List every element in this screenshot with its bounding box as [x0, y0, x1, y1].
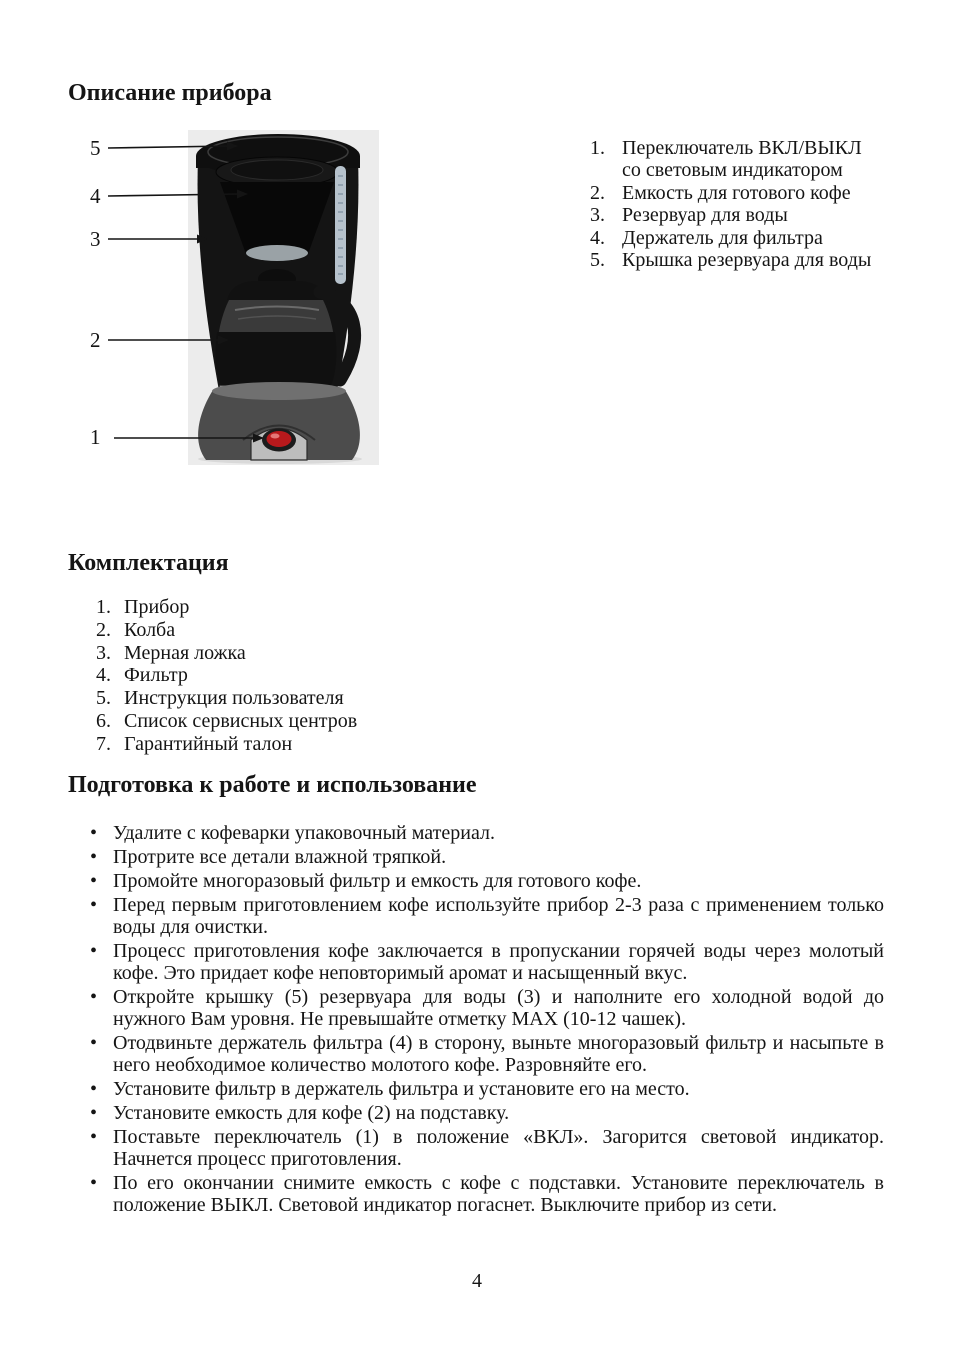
list-item	[96, 642, 357, 665]
bullet-icon: •	[90, 1126, 98, 1148]
list-item-text: Протрите все детали влажной тряпкой.	[113, 846, 447, 868]
list-item	[90, 894, 884, 938]
list-item-text: Поставьте переключатель (1) в положение «ВКЛ». Загорится световой индикатор. Начнется процесс приготовления.	[113, 1126, 884, 1170]
list-item-text: Установите фильтр в держатель фильтра и установите его на место.	[113, 1078, 690, 1100]
list-item-number: 2.	[96, 618, 111, 641]
list-item	[96, 619, 357, 642]
coffee-maker-diagram	[80, 122, 380, 470]
list-item-text: Держатель для фильтра	[622, 226, 823, 249]
list-item	[590, 204, 882, 226]
list-item-text: Промойте многоразовый фильтр и емкость для готового кофе.	[113, 870, 642, 892]
list-item-text: Отодвиньте держатель фильтра (4) в сторону, выньте многоразовый фильтр и насыпьте в него необходимое количество молотого кофе. Разровняйте его.	[113, 1032, 884, 1076]
power-button	[267, 431, 292, 447]
list-item	[90, 940, 884, 984]
list-item-number: 1.	[96, 596, 111, 618]
list-item-text: Переключатель ВКЛ/ВЫКЛ	[622, 137, 862, 159]
list-item	[90, 822, 884, 844]
list-item-text: По его окончании снимите емкость с кофе с подставки. Установите переключатель в положение ВЫКЛ. Световой индикатор погаснет. Выключите прибор из сети.	[113, 1172, 884, 1216]
bullet-icon: •	[90, 846, 98, 868]
list-item	[90, 1078, 884, 1100]
list-item-number: 2.	[590, 181, 605, 204]
list-item-number: 7.	[96, 732, 111, 755]
list-item-text: Прибор	[124, 596, 190, 618]
list-item	[96, 687, 357, 710]
list-item	[90, 1126, 884, 1170]
bullet-icon: •	[90, 1102, 98, 1124]
list-item	[96, 664, 357, 687]
bullet-icon: •	[90, 894, 98, 916]
list-item-number: 6.	[96, 709, 111, 732]
list-item	[96, 733, 357, 756]
section-heading-package: Комплектация	[68, 550, 229, 576]
list-item	[90, 846, 884, 868]
list-item	[96, 596, 357, 619]
callout-number-5: 5	[90, 136, 101, 160]
list-item-text: Резервуар для воды	[622, 204, 788, 227]
callout-number-4: 4	[90, 184, 101, 208]
list-item	[590, 249, 882, 271]
section-heading-preparation: Подготовка к работе и использование	[68, 772, 477, 798]
callout-number-1: 1	[90, 425, 101, 449]
bullet-icon: •	[90, 822, 98, 844]
water-gauge	[335, 166, 346, 284]
list-item	[590, 182, 882, 204]
bullet-icon: •	[90, 986, 98, 1008]
list-item-text: Крышка резервуара для воды	[622, 249, 872, 272]
list-item-number: 4.	[590, 226, 605, 249]
list-item	[90, 986, 884, 1030]
list-item-text: Установите емкость для кофе (2) на подставку.	[113, 1102, 510, 1124]
list-item-number: 4.	[96, 664, 111, 687]
section-heading-description: Описание прибора	[68, 80, 272, 106]
list-item-text: Гарантийный талон	[124, 732, 293, 755]
list-item-text: Колба	[124, 618, 176, 641]
machine-base	[198, 382, 360, 460]
list-item	[90, 1032, 884, 1076]
list-item	[90, 870, 884, 892]
list-item-number: 5.	[96, 687, 111, 710]
list-item	[90, 1172, 884, 1216]
list-item	[590, 227, 882, 249]
bullet-icon: •	[90, 940, 98, 962]
callout-number-2: 2	[90, 328, 101, 352]
list-item-text: Инструкция пользователя	[124, 687, 344, 710]
bullet-icon: •	[90, 1032, 98, 1054]
list-item-text: Фильтр	[124, 664, 188, 687]
list-item-text: Список сервисных центров	[124, 709, 358, 732]
list-item-text: Емкость для готового кофе	[622, 181, 851, 204]
list-item-text: со световым индикатором	[622, 159, 843, 182]
list-item-number: 1.	[590, 137, 605, 159]
list-item-text: Процесс приготовления кофе заключается в пропускании горячей воды через молотый кофе. Это придает кофе неповторимый аромат и насыщенный вкус.	[113, 940, 884, 984]
callout-number-3: 3	[90, 227, 101, 251]
list-item	[96, 710, 357, 733]
list-item-text: Удалите с кофеварки упаковочный материал.	[113, 822, 495, 844]
bullet-icon: •	[90, 1078, 98, 1100]
parts-legend-list	[590, 137, 882, 271]
page-number: 4	[472, 1270, 482, 1292]
list-item-text: Мерная ложка	[124, 641, 246, 664]
list-item-text: Перед первым приготовлением кофе используйте прибор 2-3 раза с применением только воды для очистки.	[113, 894, 884, 938]
list-item-number: 3.	[96, 641, 111, 664]
list-item	[590, 137, 882, 182]
list-item	[90, 1102, 884, 1124]
list-item-number: 5.	[590, 249, 605, 272]
bullet-icon: •	[90, 1172, 98, 1194]
preparation-list	[90, 822, 884, 1218]
bullet-icon: •	[90, 870, 98, 892]
list-item-number: 3.	[590, 204, 605, 227]
list-item-text: Откройте крышку (5) резервуара для воды (3) и наполните его холодной водой до нужного Вам уровня. Не превышайте отметку MAX (10-12 чашек).	[113, 986, 884, 1030]
package-list	[96, 596, 357, 756]
